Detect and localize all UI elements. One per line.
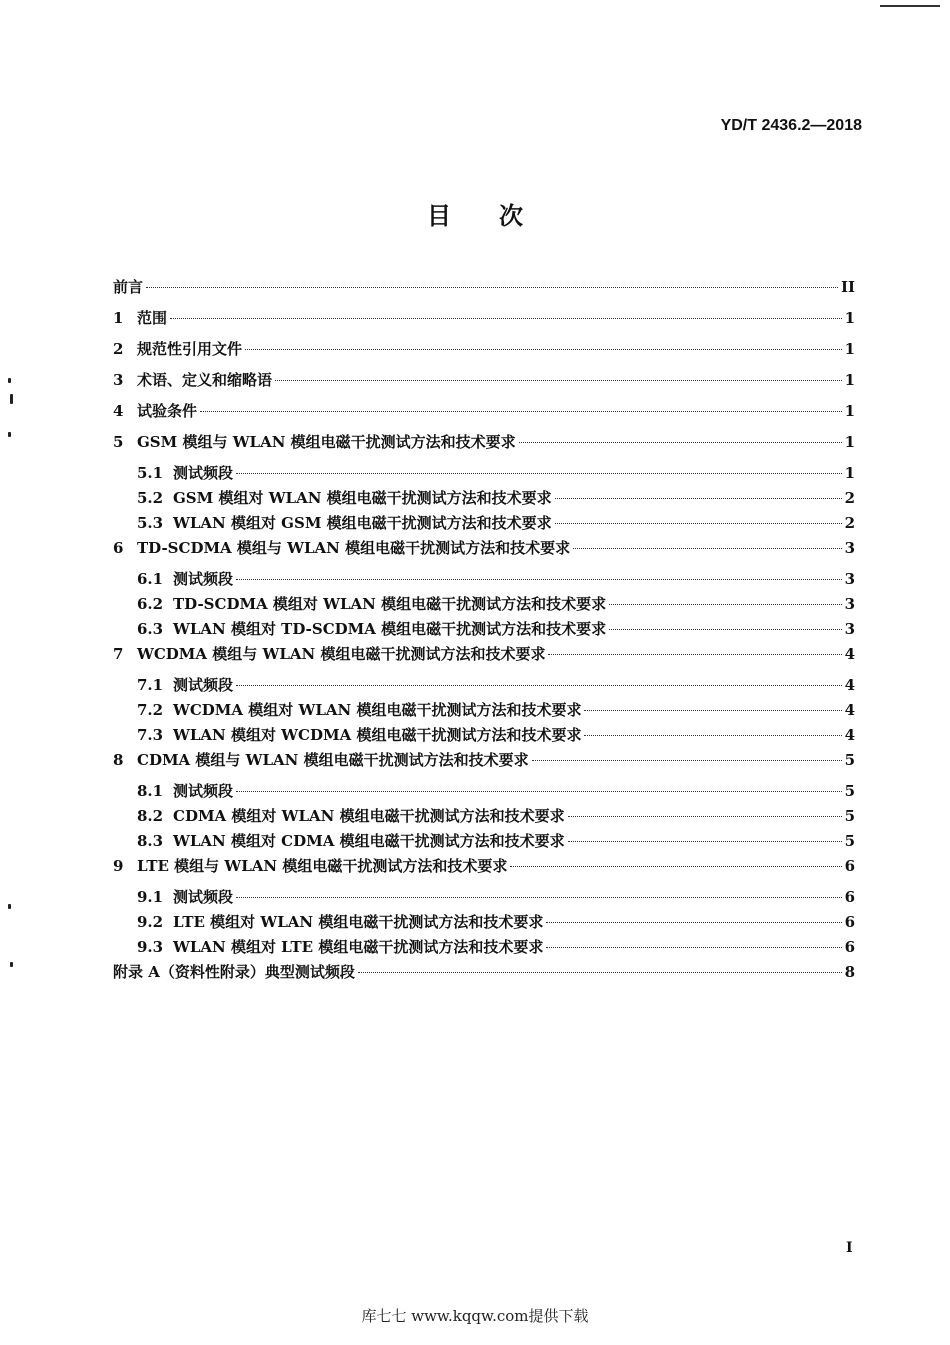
toc-leader-dots xyxy=(275,380,842,381)
toc-entry-page: 1 xyxy=(844,309,855,327)
toc-entry-title: WLAN 模组对 CDMA 模组电磁干扰测试方法和技术要求 xyxy=(173,832,565,850)
toc-leader-dots xyxy=(358,972,842,973)
toc-leader-dots xyxy=(568,841,842,842)
toc-entry-page: 4 xyxy=(844,726,855,744)
toc-entry-page: 1 xyxy=(844,464,855,482)
toc-entry-number: 5.3 xyxy=(137,514,164,532)
toc-leader-dots xyxy=(546,922,841,923)
toc-entry[interactable] xyxy=(113,935,855,960)
toc-entry-number: 2 xyxy=(113,340,124,358)
toc-leader-dots xyxy=(584,735,841,736)
toc-leader-dots xyxy=(573,548,841,549)
table-of-contents xyxy=(113,275,855,991)
toc-entry-title: WLAN 模组对 WCDMA 模组电磁干扰测试方法和技术要求 xyxy=(173,726,582,744)
toc-leader-dots xyxy=(568,816,842,817)
toc-entry-page: 3 xyxy=(844,620,855,638)
toc-entry[interactable] xyxy=(113,511,855,536)
toc-entry-title: WCDMA 模组对 WLAN 模组电磁干扰测试方法和技术要求 xyxy=(173,701,582,719)
toc-entry-number: 8.2 xyxy=(137,807,164,825)
toc-entry-number: 4 xyxy=(113,402,124,420)
toc-leader-dots xyxy=(200,411,842,412)
toc-entry[interactable] xyxy=(113,885,855,910)
toc-leader-dots xyxy=(170,318,842,319)
toc-entry[interactable] xyxy=(113,536,855,567)
toc-entry-title: 测试频段 xyxy=(173,570,234,588)
toc-entry-page: 8 xyxy=(844,963,855,981)
toc-entry-number: 6.2 xyxy=(137,595,164,613)
toc-entry[interactable] xyxy=(113,723,855,748)
toc-entry[interactable] xyxy=(113,592,855,617)
toc-entry-page: 3 xyxy=(844,570,855,588)
toc-entry[interactable] xyxy=(113,910,855,935)
toc-entry-title: WLAN 模组对 GSM 模组电磁干扰测试方法和技术要求 xyxy=(173,514,552,532)
toc-entry[interactable] xyxy=(113,804,855,829)
toc-leader-dots xyxy=(236,791,842,792)
toc-entry-number: 5.2 xyxy=(137,489,164,507)
toc-leader-dots xyxy=(555,523,842,524)
toc-entry-page: 1 xyxy=(844,433,855,451)
scan-speck xyxy=(10,962,13,967)
toc-entry-page: 6 xyxy=(844,888,855,906)
toc-entry-title: LTE 模组对 WLAN 模组电磁干扰测试方法和技术要求 xyxy=(173,913,544,931)
toc-entry-page: 6 xyxy=(844,913,855,931)
scan-speck xyxy=(10,394,13,404)
toc-entry[interactable] xyxy=(113,275,855,306)
scan-speck xyxy=(8,378,11,383)
toc-entry[interactable] xyxy=(113,748,855,779)
toc-leader-dots xyxy=(236,473,842,474)
toc-entry-number: 3 xyxy=(113,371,124,389)
toc-entry[interactable] xyxy=(113,829,855,854)
toc-entry[interactable] xyxy=(113,617,855,642)
toc-entry-title: WCDMA 模组与 WLAN 模组电磁干扰测试方法和技术要求 xyxy=(137,645,546,663)
toc-entry-title: 测试频段 xyxy=(173,676,234,694)
toc-entry-number: 6 xyxy=(113,539,124,557)
toc-entry-page: 1 xyxy=(844,340,855,358)
footer-watermark: 库七七 www.kqqw.com提供下载 xyxy=(361,1307,589,1325)
toc-entry-page: 2 xyxy=(844,489,855,507)
toc-leader-dots xyxy=(609,604,841,605)
toc-entry-title: CDMA 模组与 WLAN 模组电磁干扰测试方法和技术要求 xyxy=(137,751,529,769)
toc-leader-dots xyxy=(532,760,842,761)
scan-speck xyxy=(8,904,11,909)
toc-entry-title: WLAN 模组对 LTE 模组电磁干扰测试方法和技术要求 xyxy=(173,938,544,956)
toc-entry[interactable] xyxy=(113,399,855,430)
toc-entry-number: 9.3 xyxy=(137,938,164,956)
toc-entry[interactable] xyxy=(113,854,855,885)
toc-entry-number: 5.1 xyxy=(137,464,164,482)
toc-leader-dots xyxy=(236,685,842,686)
toc-entry-page: 3 xyxy=(844,595,855,613)
toc-entry-title: 测试频段 xyxy=(173,888,234,906)
toc-leader-dots xyxy=(546,947,841,948)
toc-entry-number: 7 xyxy=(113,645,124,663)
toc-leader-dots xyxy=(236,897,842,898)
toc-entry-title: WLAN 模组对 TD-SCDMA 模组电磁干扰测试方法和技术要求 xyxy=(173,620,607,638)
toc-leader-dots xyxy=(584,710,841,711)
toc-entry-number: 1 xyxy=(113,309,124,327)
toc-entry-page: 2 xyxy=(844,514,855,532)
toc-entry-page: 6 xyxy=(844,938,855,956)
toc-entry-page: 1 xyxy=(844,402,855,420)
toc-leader-dots xyxy=(548,654,841,655)
toc-entry-page: 5 xyxy=(844,782,855,800)
toc-entry-number: 9.2 xyxy=(137,913,164,931)
toc-entry-number: 7.1 xyxy=(137,676,164,694)
standard-number: YD/T 2436.2—2018 xyxy=(720,117,862,134)
toc-entry-page: 4 xyxy=(844,676,855,694)
toc-entry-number: 8 xyxy=(113,751,124,769)
toc-entry-title: 范围 xyxy=(137,309,168,327)
page-title: 目次 xyxy=(427,202,571,230)
toc-leader-dots xyxy=(555,498,842,499)
toc-entry[interactable] xyxy=(113,567,855,592)
toc-leader-dots xyxy=(146,287,838,288)
toc-entry-title: CDMA 模组对 WLAN 模组电磁干扰测试方法和技术要求 xyxy=(173,807,565,825)
toc-entry-number: 6.3 xyxy=(137,620,164,638)
page-number: I xyxy=(846,1240,853,1256)
toc-entry-number: 7.3 xyxy=(137,726,164,744)
toc-entry[interactable] xyxy=(113,306,855,337)
toc-entry[interactable] xyxy=(113,642,855,673)
toc-entry-page: 5 xyxy=(844,807,855,825)
toc-entry-title: 规范性引用文件 xyxy=(137,340,243,358)
toc-leader-dots xyxy=(236,579,842,580)
toc-entry-title: 前言 xyxy=(113,278,144,296)
toc-entry-title: 附录 A（资料性附录）典型测试频段 xyxy=(113,963,355,981)
toc-entry-title: 术语、定义和缩略语 xyxy=(137,371,273,389)
toc-entry-page: 5 xyxy=(844,832,855,850)
toc-entry-number: 8.1 xyxy=(137,782,164,800)
toc-entry[interactable] xyxy=(113,461,855,486)
toc-entry-number: 5 xyxy=(113,433,124,451)
toc-entry-page: 4 xyxy=(844,645,855,663)
toc-entry-title: 试验条件 xyxy=(137,402,198,420)
toc-leader-dots xyxy=(510,866,841,867)
toc-entry[interactable] xyxy=(113,673,855,698)
toc-entry-page: 5 xyxy=(844,751,855,769)
toc-entry-number: 9.1 xyxy=(137,888,164,906)
toc-entry-number: 8.3 xyxy=(137,832,164,850)
toc-leader-dots xyxy=(519,442,842,443)
toc-leader-dots xyxy=(609,629,841,630)
toc-entry-page: 3 xyxy=(844,539,855,557)
scan-speck xyxy=(8,432,11,437)
toc-leader-dots xyxy=(245,349,842,350)
toc-entry-title: TD-SCDMA 模组与 WLAN 模组电磁干扰测试方法和技术要求 xyxy=(137,539,571,557)
toc-entry-title: LTE 模组与 WLAN 模组电磁干扰测试方法和技术要求 xyxy=(137,857,508,875)
toc-entry[interactable] xyxy=(113,486,855,511)
toc-entry-number: 7.2 xyxy=(137,701,164,719)
toc-entry-page: II xyxy=(840,278,855,296)
toc-entry-title: GSM 模组与 WLAN 模组电磁干扰测试方法和技术要求 xyxy=(137,433,516,451)
toc-entry-title: TD-SCDMA 模组对 WLAN 模组电磁干扰测试方法和技术要求 xyxy=(173,595,607,613)
toc-entry[interactable] xyxy=(113,779,855,804)
toc-entry-page: 6 xyxy=(844,857,855,875)
toc-entry[interactable] xyxy=(113,337,855,368)
toc-entry-page: 1 xyxy=(844,371,855,389)
toc-entry-page: 4 xyxy=(844,701,855,719)
toc-entry[interactable] xyxy=(113,960,855,991)
toc-entry-number: 9 xyxy=(113,857,124,875)
toc-entry-title: 测试频段 xyxy=(173,464,234,482)
toc-entry-number: 6.1 xyxy=(137,570,164,588)
toc-entry[interactable] xyxy=(113,430,855,461)
top-rule xyxy=(880,5,940,7)
toc-entry[interactable] xyxy=(113,368,855,399)
toc-entry-title: GSM 模组对 WLAN 模组电磁干扰测试方法和技术要求 xyxy=(173,489,552,507)
toc-entry-title: 测试频段 xyxy=(173,782,234,800)
toc-entry[interactable] xyxy=(113,698,855,723)
